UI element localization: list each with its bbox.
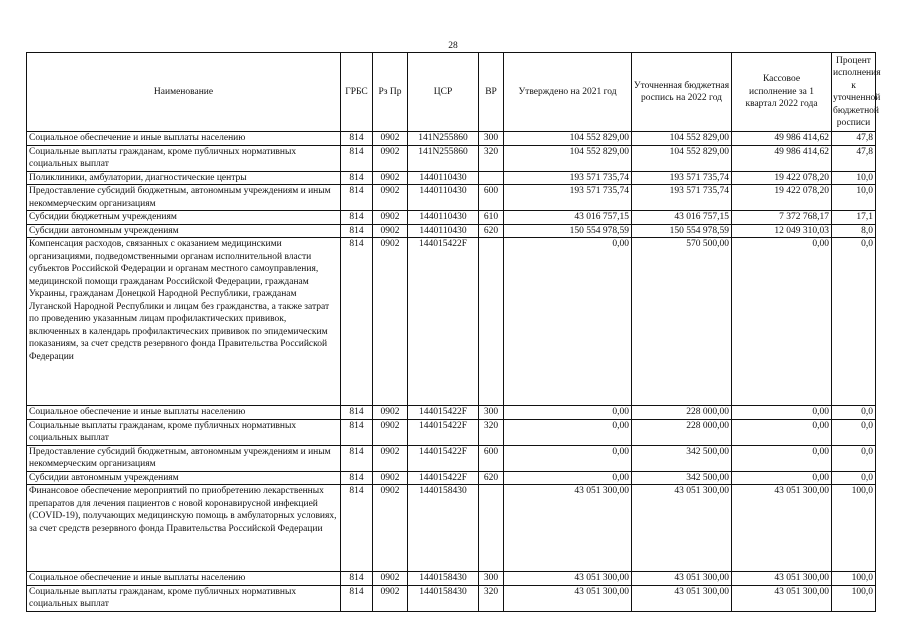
cell-name: Субсидии бюджетным учреждениям xyxy=(27,211,341,225)
table-row xyxy=(27,224,876,238)
header-vr: ВР xyxy=(479,53,504,132)
cell-rzpr: 0902 xyxy=(373,485,408,572)
cell-cash: 0,00 xyxy=(732,406,832,420)
cell-percent: 0,0 xyxy=(832,445,876,471)
cell-cash: 43 051 300,00 xyxy=(732,485,832,572)
cell-percent: 8,0 xyxy=(832,224,876,238)
cell-name: Социальные выплаты гражданам, кроме публичных нормативных социальных выплат xyxy=(27,419,341,445)
table-row xyxy=(27,211,876,225)
header-cash: Кассовое исполнение за 1 квартал 2022 года xyxy=(732,53,832,132)
cell-grbs: 814 xyxy=(341,211,373,225)
header-approved: Утверждено на 2021 год xyxy=(504,53,632,132)
cell-revised: 43 016 757,15 xyxy=(632,211,732,225)
cell-vr: 620 xyxy=(479,224,504,238)
cell-cash: 49 986 414,62 xyxy=(732,132,832,146)
cell-rzpr: 0902 xyxy=(373,419,408,445)
header-csr: ЦСР xyxy=(408,53,479,132)
cell-name: Социальное обеспечение и иные выплаты населению xyxy=(27,406,341,420)
cell-vr: 300 xyxy=(479,572,504,586)
cell-cash: 0,00 xyxy=(732,445,832,471)
cell-csr: 1440158430 xyxy=(408,585,479,611)
cell-revised: 228 000,00 xyxy=(632,406,732,420)
cell-percent: 100,0 xyxy=(832,485,876,572)
header-percent: Процент исполнения к уточненной бюджетной росписи xyxy=(832,53,876,132)
cell-percent: 0,0 xyxy=(832,471,876,485)
cell-csr: 144015422F xyxy=(408,406,479,420)
cell-grbs: 814 xyxy=(341,585,373,611)
cell-csr: 141N255860 xyxy=(408,132,479,146)
cell-percent: 0,0 xyxy=(832,419,876,445)
cell-cash: 12 049 310,03 xyxy=(732,224,832,238)
cell-name: Субсидии автономным учреждениям xyxy=(27,224,341,238)
cell-csr: 144015422F xyxy=(408,238,479,406)
table-row xyxy=(27,406,876,420)
cell-csr: 144015422F xyxy=(408,471,479,485)
cell-approved: 0,00 xyxy=(504,406,632,420)
table-row xyxy=(27,132,876,146)
cell-approved: 0,00 xyxy=(504,471,632,485)
cell-grbs: 814 xyxy=(341,572,373,586)
table-row xyxy=(27,185,876,211)
table-row xyxy=(27,238,876,406)
cell-cash: 43 051 300,00 xyxy=(732,572,832,586)
table-row xyxy=(27,445,876,471)
cell-name: Финансовое обеспечение мероприятий по приобретению лекарственных препаратов для лечения пациентов с новой коронавирусной инфекцией (COVID-19), получающих медицинскую помощь в амбулаторных условиях, за счет средств резервного фонда Правительства Российской Федерации xyxy=(27,485,341,572)
cell-csr: 1440158430 xyxy=(408,485,479,572)
cell-revised: 193 571 735,74 xyxy=(632,171,732,185)
cell-percent: 47,8 xyxy=(832,145,876,171)
cell-vr xyxy=(479,171,504,185)
cell-name: Компенсация расходов, связанных с оказанием медицинскими организациями, подведомственными органам исполнительной власти субъектов Российской Федерации и органам местного самоуправления, медицинской помощи гражданам Российской Федерации, гражданам Украины, гражданам Донецкой Народной Республики, гражданам Луганской Народной Республики и лицам без гражданства, а также затрат по проведению указанным лицам профилактических прививок, включенных в календарь профилактических прививок по эпидемическим показаниям, за счет средств резервного фонда Правительства Российской Федерации xyxy=(27,238,341,406)
cell-grbs: 814 xyxy=(341,171,373,185)
cell-percent: 17,1 xyxy=(832,211,876,225)
cell-approved: 43 051 300,00 xyxy=(504,572,632,586)
table-row xyxy=(27,485,876,572)
cell-approved: 104 552 829,00 xyxy=(504,145,632,171)
cell-csr: 1440110430 xyxy=(408,185,479,211)
table-row xyxy=(27,585,876,611)
cell-cash: 0,00 xyxy=(732,471,832,485)
cell-approved: 43 051 300,00 xyxy=(504,485,632,572)
cell-vr: 610 xyxy=(479,211,504,225)
cell-approved: 43 016 757,15 xyxy=(504,211,632,225)
cell-grbs: 814 xyxy=(341,485,373,572)
cell-revised: 342 500,00 xyxy=(632,471,732,485)
cell-cash: 43 051 300,00 xyxy=(732,585,832,611)
cell-vr: 600 xyxy=(479,445,504,471)
cell-grbs: 814 xyxy=(341,419,373,445)
cell-approved: 104 552 829,00 xyxy=(504,132,632,146)
cell-grbs: 814 xyxy=(341,406,373,420)
cell-revised: 228 000,00 xyxy=(632,419,732,445)
cell-grbs: 814 xyxy=(341,471,373,485)
cell-rzpr: 0902 xyxy=(373,406,408,420)
cell-vr: 620 xyxy=(479,471,504,485)
cell-percent: 100,0 xyxy=(832,572,876,586)
cell-revised: 150 554 978,59 xyxy=(632,224,732,238)
cell-rzpr: 0902 xyxy=(373,238,408,406)
cell-name: Субсидии автономным учреждениям xyxy=(27,471,341,485)
cell-cash: 19 422 078,20 xyxy=(732,171,832,185)
table-row xyxy=(27,572,876,586)
cell-percent: 100,0 xyxy=(832,585,876,611)
cell-approved: 193 571 735,74 xyxy=(504,185,632,211)
cell-grbs: 814 xyxy=(341,132,373,146)
cell-cash: 49 986 414,62 xyxy=(732,145,832,171)
cell-vr: 300 xyxy=(479,406,504,420)
cell-cash: 0,00 xyxy=(732,419,832,445)
cell-revised: 43 051 300,00 xyxy=(632,485,732,572)
cell-rzpr: 0902 xyxy=(373,132,408,146)
header-revised: Уточненная бюджетная роспись на 2022 год xyxy=(632,53,732,132)
table-body xyxy=(27,132,876,612)
cell-revised: 104 552 829,00 xyxy=(632,132,732,146)
cell-revised: 43 051 300,00 xyxy=(632,585,732,611)
cell-approved: 150 554 978,59 xyxy=(504,224,632,238)
cell-revised: 193 571 735,74 xyxy=(632,185,732,211)
cell-approved: 0,00 xyxy=(504,445,632,471)
cell-revised: 342 500,00 xyxy=(632,445,732,471)
cell-rzpr: 0902 xyxy=(373,145,408,171)
cell-vr: 320 xyxy=(479,145,504,171)
cell-percent: 10,0 xyxy=(832,185,876,211)
cell-approved: 0,00 xyxy=(504,238,632,406)
cell-revised: 104 552 829,00 xyxy=(632,145,732,171)
cell-rzpr: 0902 xyxy=(373,211,408,225)
cell-grbs: 814 xyxy=(341,145,373,171)
cell-name: Социальное обеспечение и иные выплаты населению xyxy=(27,572,341,586)
cell-name: Предоставление субсидий бюджетным, автономным учреждениям и иным некоммерческим организациям xyxy=(27,445,341,471)
cell-vr: 600 xyxy=(479,185,504,211)
cell-name: Социальное обеспечение и иные выплаты населению xyxy=(27,132,341,146)
cell-csr: 1440110430 xyxy=(408,171,479,185)
cell-vr: 320 xyxy=(479,585,504,611)
cell-rzpr: 0902 xyxy=(373,445,408,471)
cell-rzpr: 0902 xyxy=(373,185,408,211)
header-grbs: ГРБС xyxy=(341,53,373,132)
cell-cash: 19 422 078,20 xyxy=(732,185,832,211)
page-number: 28 xyxy=(448,41,458,51)
cell-csr: 1440110430 xyxy=(408,211,479,225)
cell-csr: 141N255860 xyxy=(408,145,479,171)
table-header-row xyxy=(27,53,876,132)
cell-cash: 0,00 xyxy=(732,238,832,406)
budget-execution-table xyxy=(26,52,881,612)
cell-approved: 0,00 xyxy=(504,419,632,445)
cell-rzpr: 0902 xyxy=(373,471,408,485)
cell-vr xyxy=(479,485,504,572)
cell-csr: 1440158430 xyxy=(408,572,479,586)
cell-name: Поликлиники, амбулатории, диагностические центры xyxy=(27,171,341,185)
header-rzpr: Рз Пр xyxy=(373,53,408,132)
header-name: Наименование xyxy=(27,53,341,132)
cell-revised: 43 051 300,00 xyxy=(632,572,732,586)
cell-name: Предоставление субсидий бюджетным, автономным учреждениям и иным некоммерческим организациям xyxy=(27,185,341,211)
cell-name: Социальные выплаты гражданам, кроме публичных нормативных социальных выплат xyxy=(27,145,341,171)
cell-csr: 144015422F xyxy=(408,419,479,445)
cell-rzpr: 0902 xyxy=(373,224,408,238)
table-row xyxy=(27,171,876,185)
cell-rzpr: 0902 xyxy=(373,585,408,611)
cell-vr: 320 xyxy=(479,419,504,445)
cell-approved: 193 571 735,74 xyxy=(504,171,632,185)
table-row xyxy=(27,145,876,171)
cell-cash: 7 372 768,17 xyxy=(732,211,832,225)
cell-revised: 570 500,00 xyxy=(632,238,732,406)
cell-grbs: 814 xyxy=(341,238,373,406)
cell-rzpr: 0902 xyxy=(373,572,408,586)
cell-percent: 47,8 xyxy=(832,132,876,146)
cell-vr xyxy=(479,238,504,406)
table-row xyxy=(27,471,876,485)
cell-rzpr: 0902 xyxy=(373,171,408,185)
cell-csr: 144015422F xyxy=(408,445,479,471)
cell-name: Социальные выплаты гражданам, кроме публичных нормативных социальных выплат xyxy=(27,585,341,611)
cell-percent: 0,0 xyxy=(832,238,876,406)
cell-csr: 1440110430 xyxy=(408,224,479,238)
cell-approved: 43 051 300,00 xyxy=(504,585,632,611)
cell-grbs: 814 xyxy=(341,224,373,238)
table-row xyxy=(27,419,876,445)
cell-grbs: 814 xyxy=(341,185,373,211)
cell-vr: 300 xyxy=(479,132,504,146)
cell-grbs: 814 xyxy=(341,445,373,471)
cell-percent: 0,0 xyxy=(832,406,876,420)
cell-percent: 10,0 xyxy=(832,171,876,185)
